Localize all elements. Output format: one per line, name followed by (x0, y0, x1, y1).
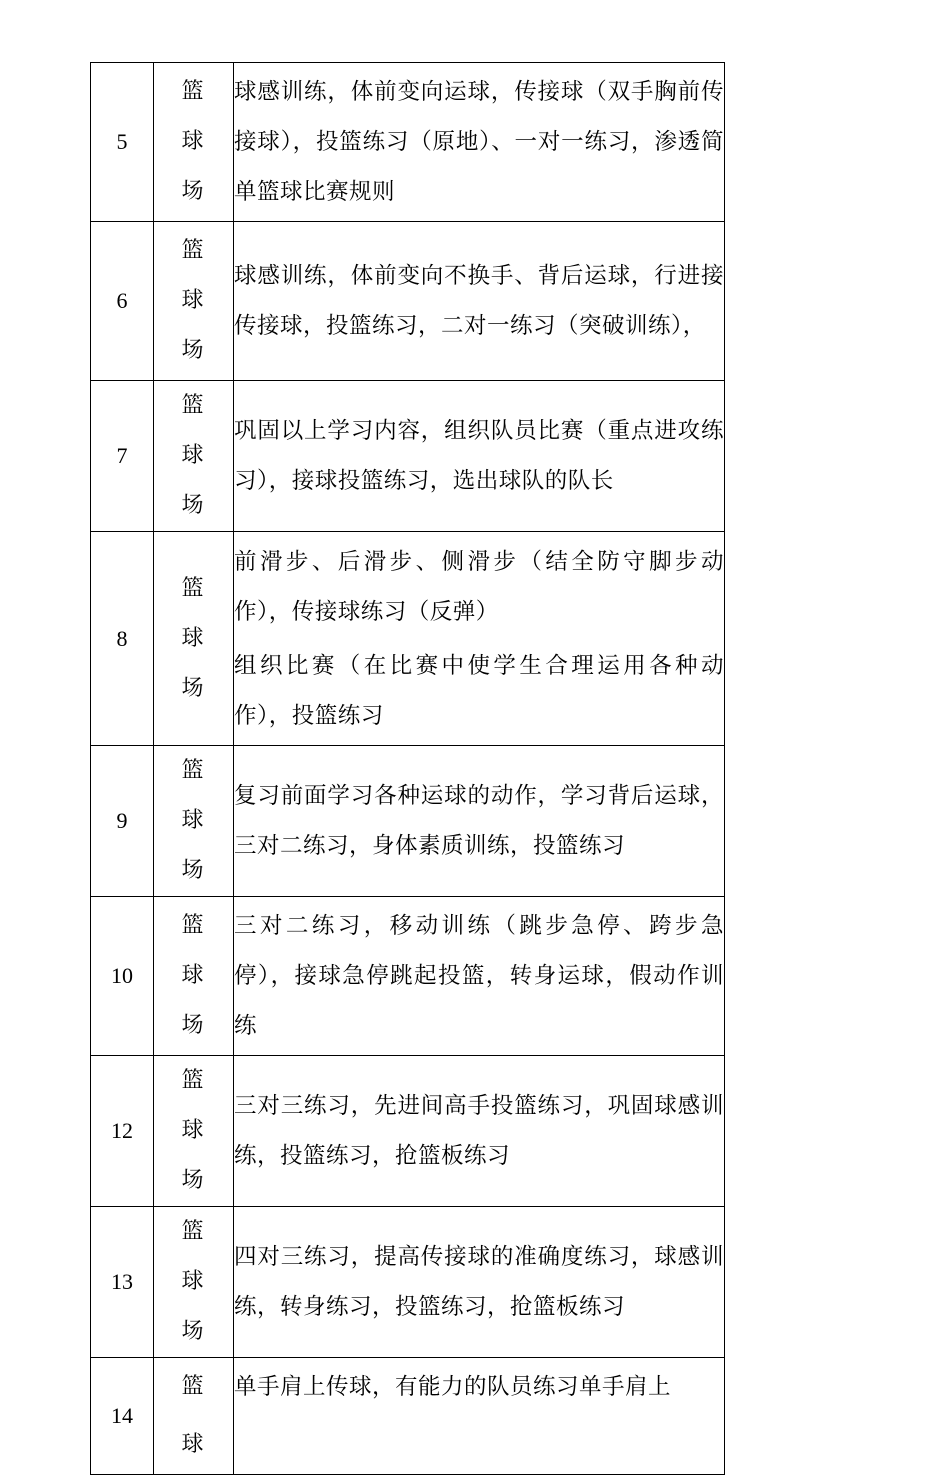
table-row (91, 1056, 725, 1207)
training-content-text: 前滑步、后滑步、侧滑步（结全防守脚步动作），传接球练习（反弹） (234, 548, 724, 625)
training-content-text: 巩固以上学习内容，组织队员比赛（重点进攻练习），接球投篮练习，选出球队的队长 (234, 418, 724, 494)
venue-label: 篮球场 (181, 393, 206, 518)
table-row (91, 897, 725, 1056)
training-content-cell (234, 1358, 725, 1475)
training-content-text: 四对三练习，提高传接球的准确度练习，球感训练，转身练习，投篮练习，抢篮板练习 (234, 1244, 724, 1320)
venue-cell (154, 897, 234, 1056)
venue-label: 篮球场 (181, 1219, 206, 1344)
training-content-text: 球感训练，体前变向不换手、背后运球，行进接传接球，投篮练习，二对一练习（突破训练）， (234, 263, 724, 339)
table-row (91, 222, 725, 381)
training-content-text: 三对三练习，先进间高手投篮练习，巩固球感训练，投篮练习，抢篮板练习 (234, 1093, 724, 1169)
training-content-cell (234, 222, 725, 381)
venue-label: 篮球场 (181, 79, 206, 204)
week-number-cell: 7 (91, 381, 154, 532)
training-schedule-table (90, 62, 725, 1475)
venue-cell (154, 746, 234, 897)
table-row (91, 746, 725, 897)
venue-cell (154, 381, 234, 532)
training-content-cell (234, 532, 725, 746)
table-row (91, 532, 725, 746)
training-content-text: 单手肩上传球，有能力的队员练习单手肩上 (234, 1374, 672, 1400)
table-row (91, 1358, 725, 1475)
week-number-cell: 5 (91, 63, 154, 222)
training-content-cell (234, 1056, 725, 1207)
training-content-cell (234, 897, 725, 1056)
venue-cell (154, 1358, 234, 1475)
venue-label: 篮球场 (181, 913, 206, 1038)
venue-cell (154, 532, 234, 746)
venue-cell (154, 222, 234, 381)
training-content-text: 复习前面学习各种运球的动作，学习背后运球，三对二练习，身体素质训练，投篮练习 (234, 783, 724, 859)
week-number-cell: 12 (91, 1056, 154, 1207)
training-content-text: 三对二练习，移动训练（跳步急停、跨步急停），接球急停跳起投篮，转身运球，假动作训练 (234, 913, 724, 1039)
week-number-cell: 10 (91, 897, 154, 1056)
venue-label: 篮球 (181, 1374, 206, 1457)
venue-cell (154, 63, 234, 222)
table-row (91, 1207, 725, 1358)
venue-label: 篮球场 (181, 1068, 206, 1193)
training-content-text: 组织比赛（在比赛中使学生合理运用各种动作），投篮练习 (234, 652, 724, 729)
training-content-cell (234, 63, 725, 222)
venue-label: 篮球场 (181, 238, 206, 363)
week-number-cell: 6 (91, 222, 154, 381)
table-row (91, 63, 725, 222)
venue-label: 篮球场 (181, 758, 206, 883)
venue-cell (154, 1056, 234, 1207)
week-number-cell: 14 (91, 1358, 154, 1475)
training-content-text: 球感训练，体前变向运球，传接球（双手胸前传接球），投篮练习（原地）、一对一练习，渗透简单篮球比赛规则 (234, 79, 724, 205)
training-content-cell (234, 381, 725, 532)
week-number-cell: 8 (91, 532, 154, 746)
training-content-cell (234, 1207, 725, 1358)
training-content-cell (234, 746, 725, 897)
week-number-cell: 9 (91, 746, 154, 897)
table-row (91, 381, 725, 532)
week-number-cell: 13 (91, 1207, 154, 1358)
venue-label: 篮球场 (181, 575, 206, 701)
venue-cell (154, 1207, 234, 1358)
